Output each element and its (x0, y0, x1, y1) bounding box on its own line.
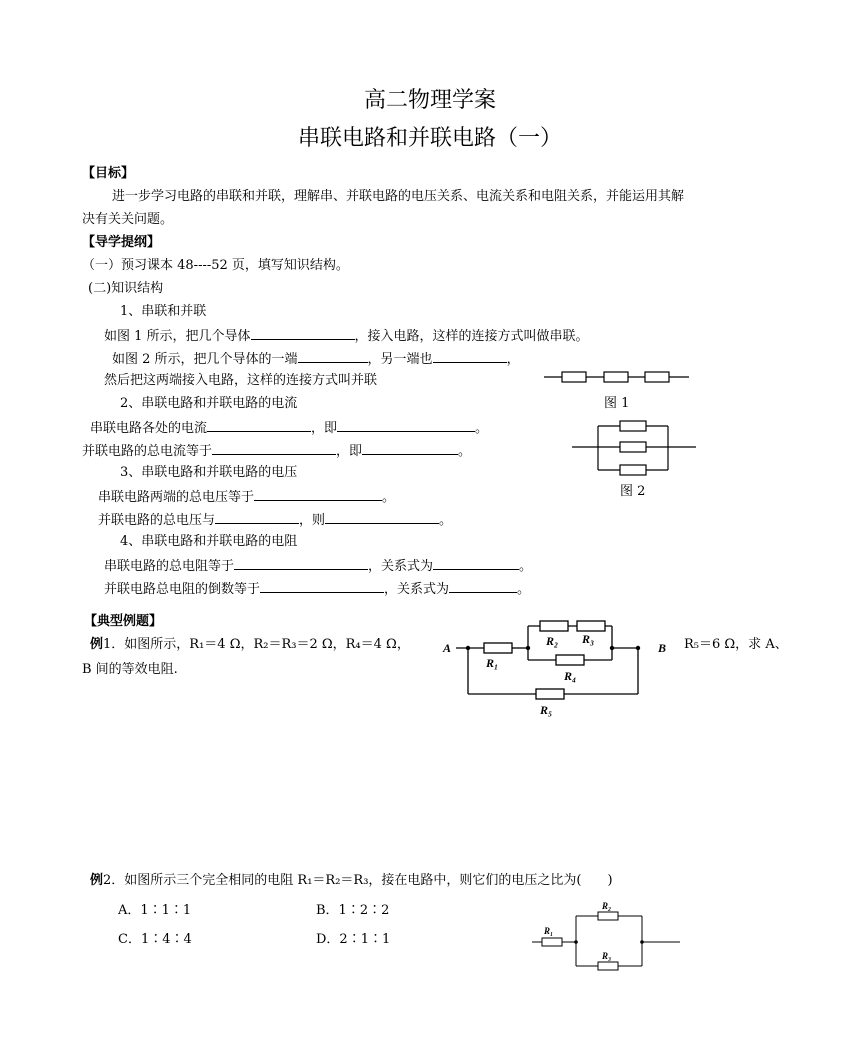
figure-2-parallel-circuit (572, 412, 698, 478)
resistor-bottom (620, 465, 646, 475)
guide-heading: 【导学提纲】 (82, 235, 161, 250)
node-a-label: A (443, 641, 452, 655)
resistor-r3 (598, 962, 618, 970)
option-d[interactable]: D．2∶1∶1 (316, 932, 391, 947)
section-3-line-a: 串联电路两端的总电压等于 。 (98, 490, 396, 505)
fill-blank[interactable] (337, 419, 475, 432)
section-1-line-c: 然后把这两端接入电路，这样的连接方式叫并联 (104, 373, 378, 388)
objective-line-2: 决有关关问题。 (82, 212, 174, 227)
fill-blank[interactable] (449, 580, 517, 593)
r5-label: R₅ (540, 703, 553, 717)
example-1-tail: R₅＝6 Ω，求 A、 (684, 637, 788, 652)
fill-blank[interactable] (254, 488, 382, 501)
fill-blank[interactable] (215, 511, 299, 524)
r1-label: R₁ (544, 926, 554, 936)
resistor-r5 (536, 689, 564, 699)
node-dot (466, 646, 470, 650)
node-dot (526, 646, 530, 650)
example-2-text: 例2．如图所示三个完全相同的电阻 R₁＝R₂＝R₃，接在电路中，则它们的电压之比为( ) (90, 873, 613, 888)
page-title: 高二物理学案 (363, 88, 496, 113)
fill-blank[interactable] (234, 557, 368, 570)
example-1-line-2: B 间的等效电阻. (82, 662, 178, 677)
resistor-r2 (540, 621, 568, 631)
fill-blank[interactable] (212, 442, 336, 455)
guide-step-2: (二)知识结构 (88, 281, 164, 296)
section-2-title: 2、串联电路和并联电路的电流 (120, 396, 298, 411)
option-a[interactable]: A．1∶1∶1 (118, 903, 192, 918)
resistor-r3 (577, 621, 605, 631)
option-b[interactable]: B．1∶2∶2 (316, 903, 390, 918)
resistor-2 (604, 372, 628, 382)
r2-label: R₂ (546, 634, 559, 648)
node-dot (636, 646, 640, 650)
resistor-r4 (556, 655, 584, 665)
resistor-3 (645, 372, 669, 382)
page-subtitle: 串联电路和并联电路（一） (297, 126, 562, 151)
resistor-mid (620, 442, 646, 452)
section-4-line-a: 串联电路的总电阻等于 ，关系式为 。 (104, 559, 533, 574)
fill-blank[interactable] (207, 419, 311, 432)
section-2-line-b: 并联电路的总电流等于 ，即 。 (82, 444, 472, 459)
fill-blank[interactable] (251, 327, 355, 340)
option-c[interactable]: C．1∶4∶4 (118, 932, 192, 947)
node-b-label: B (658, 641, 667, 655)
fill-blank[interactable] (433, 350, 507, 363)
example-2-circuit (528, 900, 684, 974)
resistor-1 (562, 372, 586, 382)
section-4-title: 4、串联电路和并联电路的电阻 (120, 534, 298, 549)
fill-blank[interactable] (298, 350, 368, 363)
example-1-circuit (440, 612, 680, 724)
section-3-title: 3、串联电路和并联电路的电压 (120, 465, 298, 480)
r1-label: R₁ (486, 656, 499, 670)
fill-blank[interactable] (260, 580, 384, 593)
section-3-line-b: 并联电路的总电压与 ，则 。 (98, 513, 453, 528)
section-2-line-a: 串联电路各处的电流 ，即 。 (90, 421, 489, 436)
resistor-r2 (598, 912, 618, 920)
examples-heading: 【典型例题】 (84, 614, 163, 629)
r4-label: R₄ (564, 669, 577, 683)
section-1-title: 1、串联和并联 (120, 304, 207, 319)
objective-heading: 【目标】 (82, 166, 135, 181)
figure-2-label: 图 2 (620, 484, 646, 499)
resistor-r1 (484, 643, 512, 653)
figure-1-label: 图 1 (604, 396, 630, 411)
r2-label: R₂ (602, 901, 612, 911)
guide-step-1: （一）预习课本 48----52 页，填写知识结构。 (82, 258, 349, 273)
section-1-line-a: 如图 1 所示，把几个导体 ，接入电路，这样的连接方式叫做串联。 (104, 329, 589, 344)
r3-label: R₃ (602, 951, 612, 961)
fill-blank[interactable] (325, 511, 439, 524)
node-dot (640, 940, 644, 944)
fill-blank[interactable] (433, 557, 519, 570)
section-4-line-b: 并联电路总电阻的倒数等于 ，关系式为 。 (104, 582, 531, 597)
example-1-text: 例1．如图所示，R₁＝4 Ω，R₂＝R₃＝2 Ω，R₄＝4 Ω， (90, 637, 410, 652)
node-dot (610, 646, 614, 650)
fill-blank[interactable] (362, 442, 458, 455)
r3-label: R₃ (582, 632, 595, 646)
resistor-r1 (542, 938, 562, 946)
objective-line-1: 进一步学习电路的串联和并联，理解串、并联电路的电压关系、电流关系和电阻关系，并能运用其解 (112, 189, 685, 204)
section-1-line-b: 如图 2 所示，把几个导体的一端 ，另一端也 ， (112, 352, 520, 367)
node-dot (574, 940, 578, 944)
resistor-top (620, 421, 646, 431)
figure-1-series-circuit (544, 364, 694, 388)
